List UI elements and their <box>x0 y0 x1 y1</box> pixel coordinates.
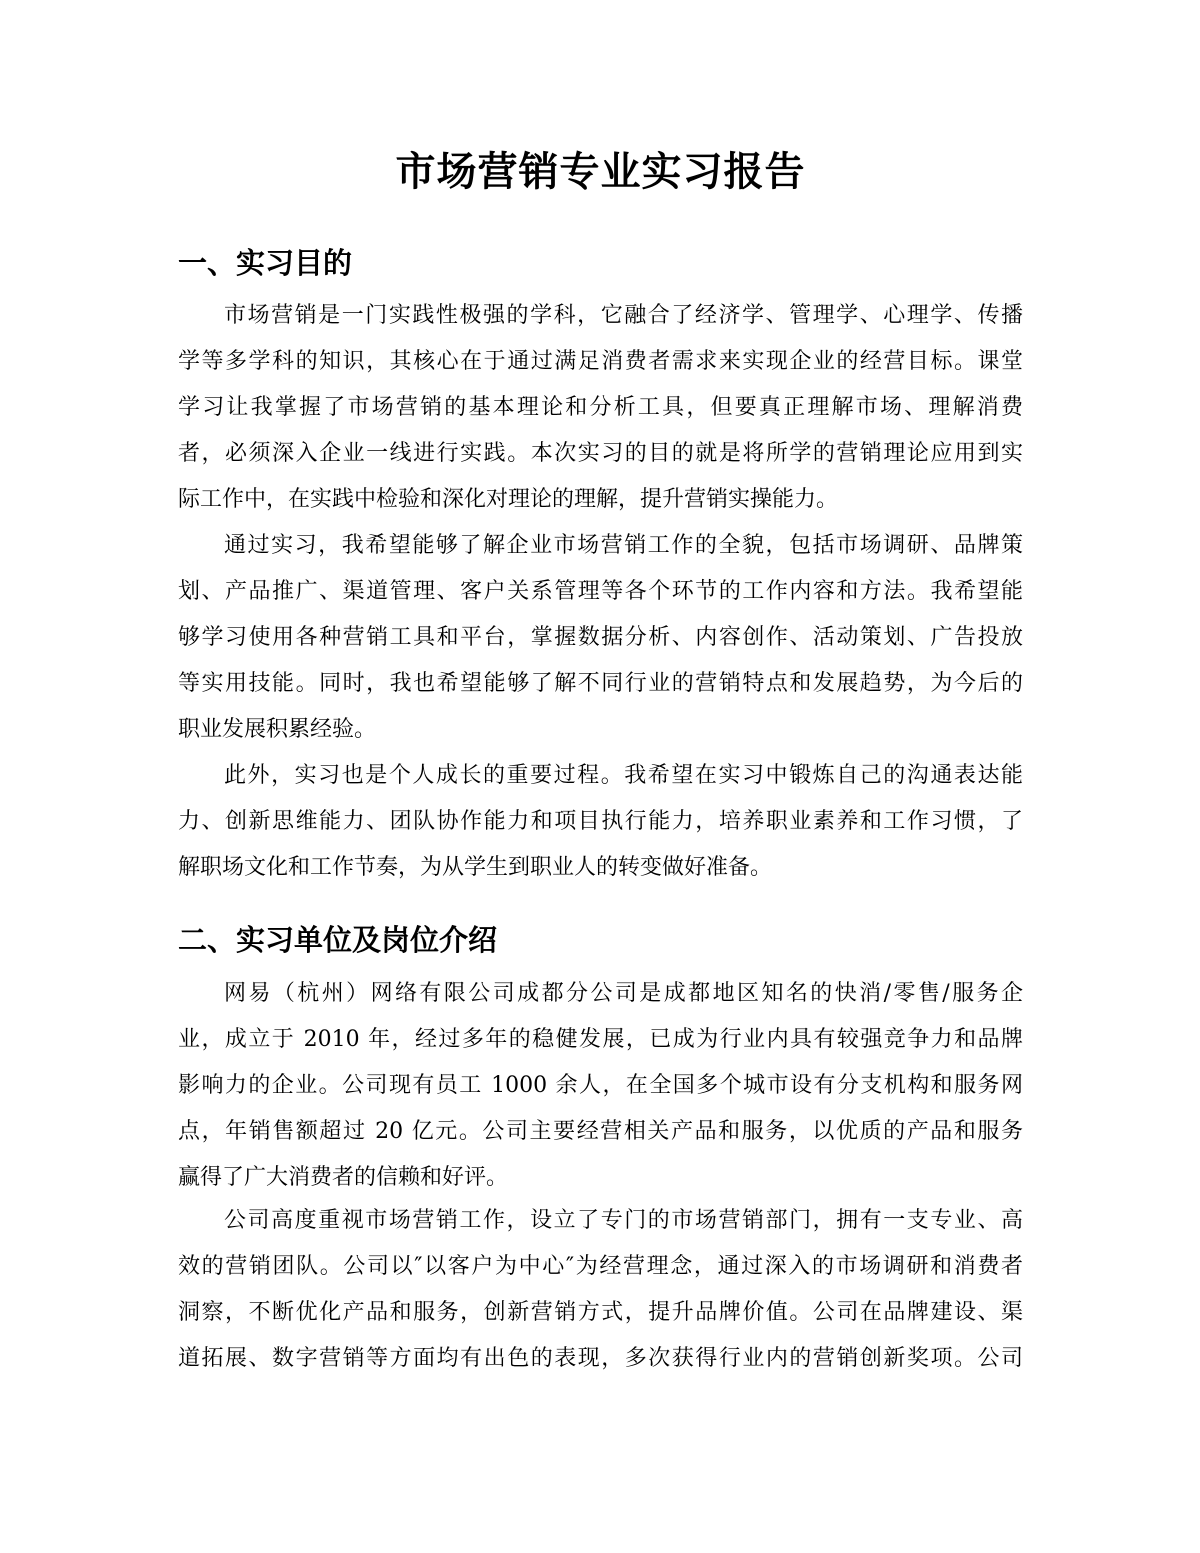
paragraph-line: 市场营销是一门实践性极强的学科，它融合了经济学、管理学、心理学、传播 <box>224 303 1023 328</box>
paragraph-line: 道拓展、数字营销等方面均有出色的表现，多次获得行业内的营销创新奖项。公司 <box>178 1346 1023 1371</box>
paragraph-line: 学等多学科的知识，其核心在于通过满足消费者需求来实现企业的经营目标。课堂 <box>178 349 1023 374</box>
document-title: 市场营销专业实习报告 <box>395 149 806 195</box>
paragraph-line: 赢得了广大消费者的信赖和好评。 <box>178 1165 509 1190</box>
paragraph-line: 通过实习，我希望能够了解企业市场营销工作的全貌，包括市场调研、品牌策 <box>224 533 1023 558</box>
paragraph-line: 解职场文化和工作节奏，为从学生到职业人的转变做好准备。 <box>178 855 773 880</box>
paragraph-line: 际工作中，在实践中检验和深化对理论的理解，提升营销实操能力。 <box>178 487 839 512</box>
paragraph-line: 划、产品推广、渠道管理、客户关系管理等各个环节的工作内容和方法。我希望能 <box>178 579 1023 604</box>
paragraph-line: 效的营销团队。公司以″以客户为中心″为经营理念，通过深入的市场调研和消费者 <box>178 1254 1023 1279</box>
paragraph <box>178 971 1023 1201</box>
paragraph-line: 业，成立于 2010 年，经过多年的稳健发展，已成为行业内具有较强竞争力和品牌 <box>178 1027 1023 1052</box>
paragraph-line: 网易（杭州）网络有限公司成都分公司是成都地区知名的快消/零售/服务企 <box>224 981 1023 1006</box>
section-heading-company-intro: 二、实习单位及岗位介绍 <box>178 923 498 957</box>
section-heading-purpose: 一、实习目的 <box>178 246 353 280</box>
paragraph-line: 够学习使用各种营销工具和平台，掌握数据分析、内容创作、活动策划、广告投放 <box>178 625 1023 650</box>
paragraph <box>178 293 1023 523</box>
paragraph-line: 影响力的企业。公司现有员工 1000 余人，在全国多个城市设有分支机构和服务网 <box>178 1073 1023 1098</box>
paragraph <box>178 1198 1023 1382</box>
paragraph-line: 此外，实习也是个人成长的重要过程。我希望在实习中锻炼自己的沟通表达能 <box>224 763 1023 788</box>
paragraph-line: 职业发展积累经验。 <box>178 717 377 742</box>
paragraph <box>178 753 1023 891</box>
paragraph-line: 学习让我掌握了市场营销的基本理论和分析工具，但要真正理解市场、理解消费 <box>178 395 1023 420</box>
paragraph-line: 点，年销售额超过 20 亿元。公司主要经营相关产品和服务，以优质的产品和服务 <box>178 1119 1023 1144</box>
paragraph <box>178 523 1023 753</box>
paragraph-line: 者，必须深入企业一线进行实践。本次实习的目的就是将所学的营销理论应用到实 <box>178 441 1023 466</box>
paragraph-line: 等实用技能。同时，我也希望能够了解不同行业的营销特点和发展趋势，为今后的 <box>178 671 1023 696</box>
paragraph-line: 洞察，不断优化产品和服务，创新营销方式，提升品牌价值。公司在品牌建设、渠 <box>178 1300 1023 1325</box>
paragraph-line: 公司高度重视市场营销工作，设立了专门的市场营销部门，拥有一支专业、高 <box>224 1208 1023 1233</box>
paragraph-line: 力、创新思维能力、团队协作能力和项目执行能力，培养职业素养和工作习惯，了 <box>178 809 1023 834</box>
